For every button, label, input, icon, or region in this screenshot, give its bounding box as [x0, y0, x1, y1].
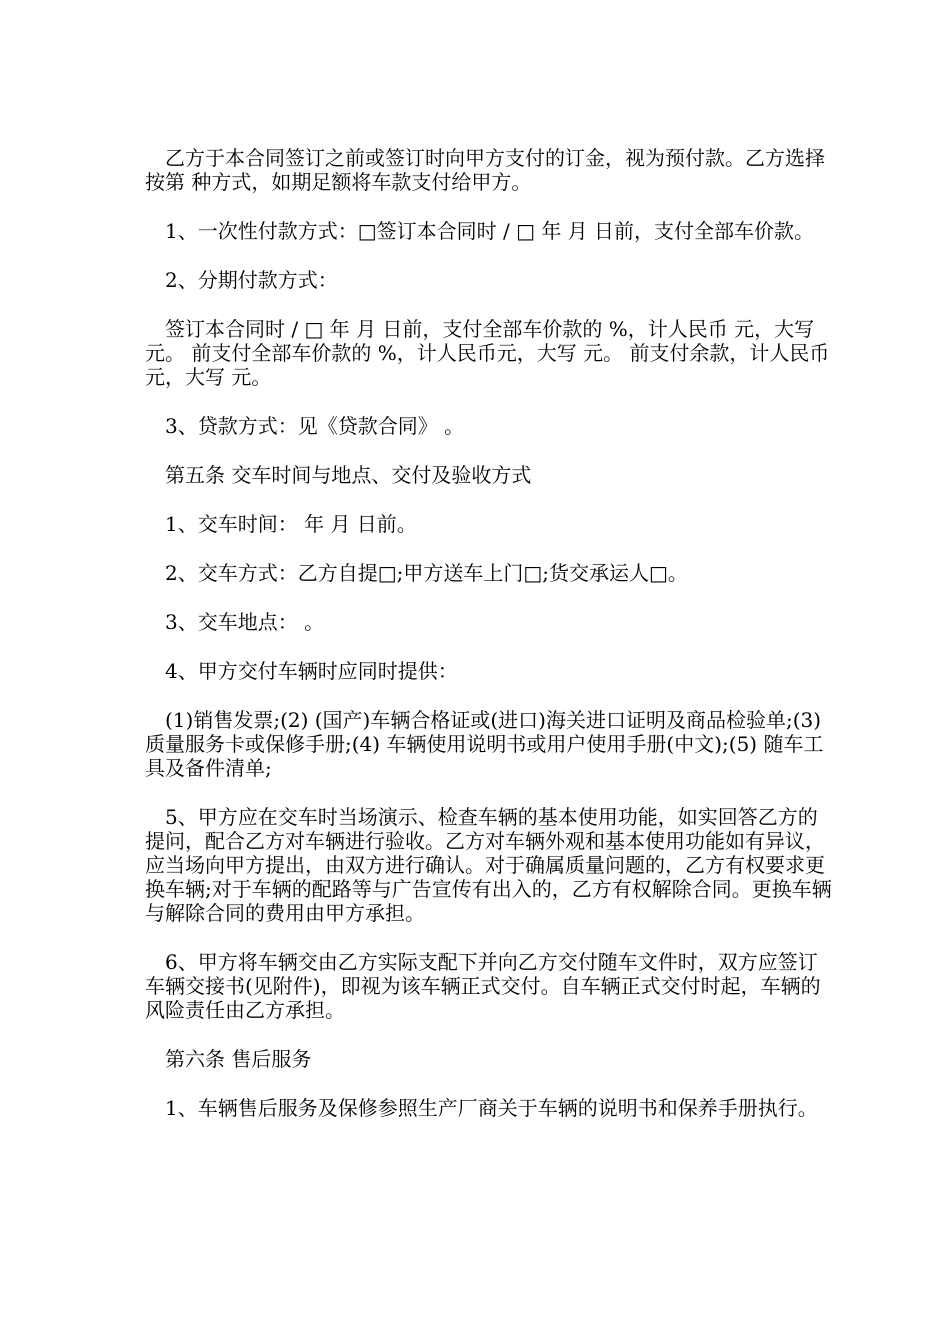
paragraph-lump-sum-payment: 1、一次性付款方式：□签订本合同时 / □ 年 月 日前，支付全部车价款。	[165, 219, 815, 243]
paragraph-after-sales: 1、车辆售后服务及保修参照生产厂商关于车辆的说明书和保养手册执行。	[165, 1096, 818, 1120]
paragraph-documents-list: (1)销售发票;(2) (国产)车辆合格证或(进口)海关进口证明及商品检验单;(3) 质量服务卡或保修手册;(4) 车辆使用说明书或用户使用手册(中文);(5) 随车工具及备件清单;	[145, 708, 828, 780]
paragraph-delivery-location: 3、交车地点： 。	[165, 610, 325, 634]
paragraph-installment-terms: 签订本合同时 / □ 年 月 日前，支付全部车价款的 %，计人民币 元，大写 元。 前支付全部车价款的 %，计人民币元，大写 元。 前支付余款，计人民币 元，大写 元。	[145, 317, 836, 389]
section-heading-article-6: 第六条 售后服务	[165, 1047, 312, 1071]
paragraph-installment-title: 2、分期付款方式：	[165, 268, 338, 292]
document-body	[145, 146, 835, 1145]
paragraph-inspection: 5、甲方应在交车时当场演示、检查车辆的基本使用功能，如实回答乙方的提问，配合乙方对车辆进行验收。乙方对车辆外观和基本使用功能如有异议，应当场向甲方提出，由双方进行确认。对于确属质量问题的，乙方有权要求更换车辆;对于车辆的配路等与广告宣传有出入的，乙方有权解除合同。更换车辆与解除合同的费用由甲方承担。	[145, 805, 832, 925]
paragraph-delivery-method: 2、交车方式：乙方自提□;甲方送车上门□;货交承运人□。	[165, 561, 688, 585]
section-heading-article-5: 第五条 交车时间与地点、交付及验收方式	[165, 463, 532, 487]
paragraph-documents-provided: 4、甲方交付车辆时应同时提供：	[165, 659, 458, 683]
paragraph-deposit: 乙方于本合同签订之前或签订时向甲方支付的订金，视为预付款。乙方选择按第 种方式，如期足额将车款支付给甲方。	[145, 146, 825, 194]
paragraph-handover: 6、甲方将车辆交由乙方实际支配下并向乙方交付随车文件时，双方应签订车辆交接书(见附件)，即视为该车辆正式交付。自车辆正式交付时起，车辆的风险责任由乙方承担。	[145, 950, 821, 1022]
paragraph-loan-payment: 3、贷款方式：见《贷款合同》 。	[165, 414, 465, 438]
paragraph-delivery-time: 1、交车时间： 年 月 日前。	[165, 512, 417, 536]
